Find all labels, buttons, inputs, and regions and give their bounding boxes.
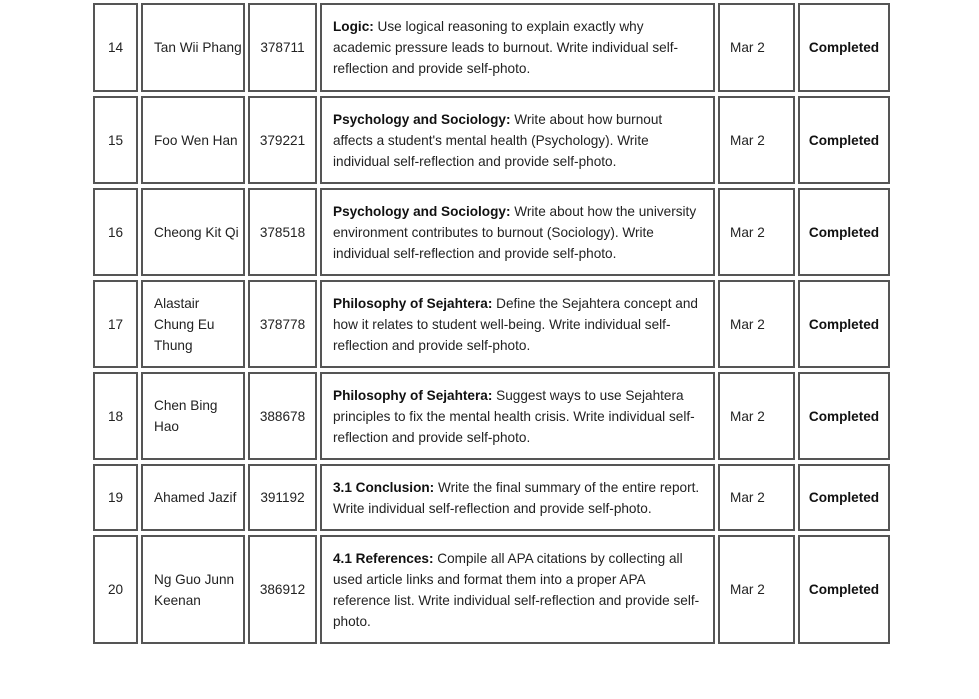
member-name: Alastair Chung Eu Thung <box>141 280 245 368</box>
row-number: 19 <box>93 464 138 531</box>
task-text: Compile all APA citations by collecting all used article links and format them into a proper APA reference list. Write individual self-reflection and provide self-photo. <box>333 550 700 629</box>
member-name: Chen Bing Hao <box>141 372 245 460</box>
status-badge: Completed <box>798 96 890 184</box>
due-date: Mar 2 <box>718 3 795 92</box>
due-date: Mar 2 <box>718 280 795 368</box>
due-date: Mar 2 <box>718 372 795 460</box>
task-text: Write the final summary of the entire report. Write individual self-reflection and provide self-photo. <box>333 479 700 516</box>
table-row <box>93 372 890 460</box>
task-assignment-table <box>90 0 893 648</box>
status-badge: Completed <box>798 372 890 460</box>
task-section: Logic: <box>333 19 374 34</box>
table-row <box>93 535 890 644</box>
table-row <box>93 464 890 531</box>
task-text: Define the Sejahtera concept and how it relates to student well-being. Write individual self-reflection and provide self-photo. <box>333 295 698 353</box>
row-number: 14 <box>93 3 138 92</box>
status-badge: Completed <box>798 3 890 92</box>
task-description <box>320 535 715 644</box>
task-description <box>320 464 715 531</box>
status-badge: Completed <box>798 535 890 644</box>
due-date: Mar 2 <box>718 96 795 184</box>
due-date: Mar 2 <box>718 464 795 531</box>
task-description <box>320 3 715 92</box>
table-row <box>93 3 890 92</box>
table-row <box>93 96 890 184</box>
row-number: 16 <box>93 188 138 276</box>
task-section: 4.1 References: <box>333 550 434 566</box>
student-id: 391192 <box>248 464 317 531</box>
member-name: Ng Guo Junn Keenan <box>141 535 245 644</box>
task-text: Write about how burnout affects a student's mental health (Psychology). Write individual self-reflection and provide self-photo. <box>333 111 663 169</box>
task-section: Psychology and Sociology: <box>333 203 511 219</box>
member-name: Tan Wii Phang <box>141 3 245 92</box>
task-description <box>320 280 715 368</box>
student-id: 379221 <box>248 96 317 184</box>
row-number: 18 <box>93 372 138 460</box>
task-section: Philosophy of Sejahtera: <box>333 387 493 403</box>
task-section: 3.1 Conclusion: <box>333 479 435 495</box>
task-text: Use logical reasoning to explain exactly why academic pressure leads to burnout. Write individual self-reflection and provide self-photo. <box>333 19 679 76</box>
row-number: 20 <box>93 535 138 644</box>
member-name: Foo Wen Han <box>141 96 245 184</box>
status-badge: Completed <box>798 464 890 531</box>
task-section: Philosophy of Sejahtera: <box>333 295 493 311</box>
task-text: Suggest ways to use Sejahtera principles to fix the mental health crisis. Write individual self-reflection and provide self-photo. <box>333 387 695 445</box>
status-badge: Completed <box>798 280 890 368</box>
task-text: Write about how the university environment contributes to burnout (Sociology). Write individual self-reflection and provide self-photo. <box>333 203 697 261</box>
student-id: 378711 <box>248 3 317 92</box>
member-name: Cheong Kit Qi <box>141 188 245 276</box>
due-date: Mar 2 <box>718 535 795 644</box>
task-description <box>320 372 715 460</box>
row-number: 17 <box>93 280 138 368</box>
student-id: 386912 <box>248 535 317 644</box>
task-description <box>320 188 715 276</box>
task-description <box>320 96 715 184</box>
student-id: 378518 <box>248 188 317 276</box>
table-row <box>93 280 890 368</box>
student-id: 388678 <box>248 372 317 460</box>
table-row <box>93 188 890 276</box>
status-badge: Completed <box>798 188 890 276</box>
member-name: Ahamed Jazif <box>141 464 245 531</box>
table-body <box>93 3 890 644</box>
student-id: 378778 <box>248 280 317 368</box>
due-date: Mar 2 <box>718 188 795 276</box>
row-number: 15 <box>93 96 138 184</box>
task-section: Psychology and Sociology: <box>333 111 511 127</box>
